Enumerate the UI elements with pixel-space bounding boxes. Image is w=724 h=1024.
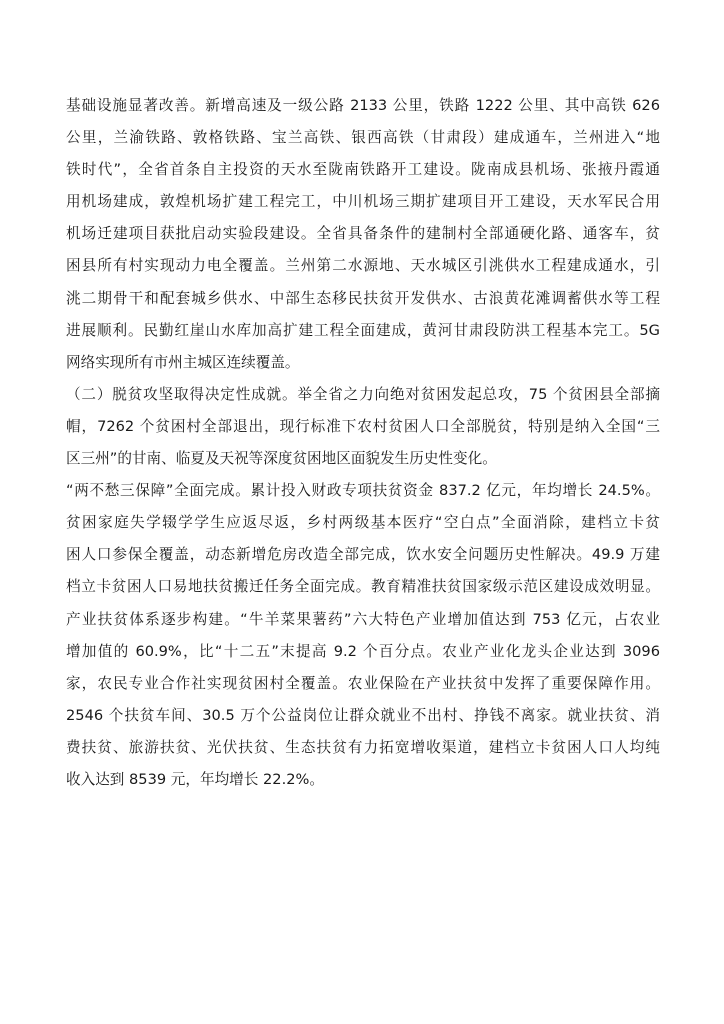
- text-line: 网络实现所有市州主城区连续覆盖。: [66, 353, 300, 371]
- document-body: [66, 90, 660, 796]
- text-line: 困县所有村实现动力电全覆盖。兰州第二水源地、天水城区引洮供水工程建成通水，引: [66, 257, 660, 275]
- text-line: 困人口参保全覆盖，动态新增危房改造全部完成，饮水安全问题历史性解决。49.9 万建: [66, 546, 660, 564]
- text-line: 费扶贫、旅游扶贫、光伏扶贫、生态扶贫有力拓宽增收渠道，建档立卡贫困人口人均纯: [66, 738, 660, 756]
- text-line: 增加值的 60.9%，比“十二五”末提高 9.2 个百分点。农业产业化龙头企业达到 3096: [66, 642, 660, 660]
- paragraph: [66, 379, 660, 475]
- text-line: （二）脱贫攻坚取得决定性成就。举全省之力向绝对贫困发起总攻，75 个贫困县全部摘: [66, 385, 660, 403]
- text-line: 帽，7262 个贫困村全部退出，现行标准下农村贫困人口全部脱贫，特别是纳入全国“三: [66, 417, 660, 435]
- paragraph: [66, 90, 660, 379]
- text-line: 铁时代”，全省首条自主投资的天水至陇南铁路开工建设。陇南成县机场、张掖丹霞通: [66, 161, 660, 179]
- text-line: “两不愁三保障”全面完成。累计投入财政专项扶贫资金 837.2 亿元，年均增长 24.5%。: [66, 482, 660, 500]
- text-line: 产业扶贫体系逐步构建。“牛羊菜果薯药”六大特色产业增加值达到 753 亿元，占农业: [66, 610, 660, 628]
- text-line: 洮二期骨干和配套城乡供水、中部生态移民扶贫开发供水、古浪黄花滩调蓄供水等工程: [66, 289, 660, 307]
- text-line: 进展顺利。民勤红崖山水库加高扩建工程全面建成，黄河甘肃段防洪工程基本完工。5G: [66, 321, 660, 339]
- text-line: 基础设施显著改善。新增高速及一级公路 2133 公里，铁路 1222 公里、其中高铁 626: [66, 97, 660, 114]
- text-line: 区三州”的甘南、临夏及天祝等深度贫困地区面貌发生历史性变化。: [66, 450, 497, 468]
- text-line: 用机场建成，敦煌机场扩建工程完工，中川机场三期扩建项目开工建设，天水军民合用: [66, 193, 660, 211]
- paragraph: [66, 475, 660, 796]
- text-line: 公里，兰渝铁路、敦格铁路、宝兰高铁、银西高铁（甘肃段）建成通车，兰州进入“地: [66, 129, 660, 147]
- text-line: 机场迁建项目获批启动实验段建设。全省具备条件的建制村全部通硬化路、通客车，贫: [66, 225, 660, 243]
- text-line: 家，农民专业合作社实现贫困村全覆盖。农业保险在产业扶贫中发挥了重要保障作用。: [66, 674, 660, 692]
- text-line: 2546 个扶贫车间、30.5 万个公益岗位让群众就业不出村、挣钱不离家。就业扶贫、消: [66, 706, 660, 724]
- text-line: 贫困家庭失学辍学学生应返尽返，乡村两级基本医疗“空白点”全面消除，建档立卡贫: [66, 514, 660, 532]
- text-line: 档立卡贫困人口易地扶贫搬迁任务全面完成。教育精准扶贫国家级示范区建设成效明显。: [66, 578, 660, 596]
- text-line: 收入达到 8539 元，年均增长 22.2%。: [66, 770, 324, 788]
